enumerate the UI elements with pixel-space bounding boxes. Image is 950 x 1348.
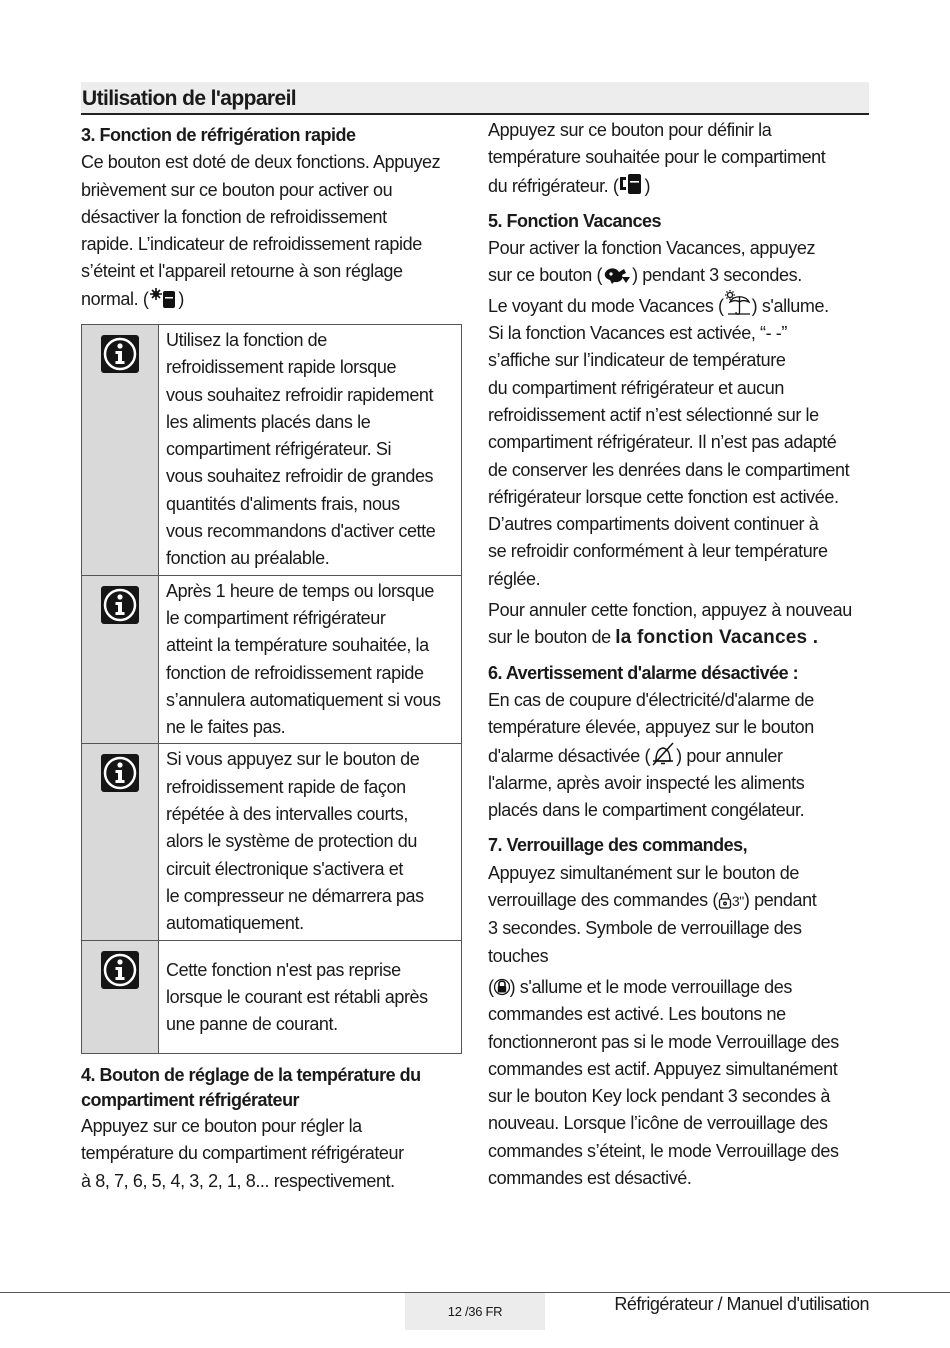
section-7-heading: 7. Verrouillage des commandes, (488, 835, 748, 856)
section-5-heading: 5. Fonction Vacances (488, 210, 662, 231)
info-icon (101, 335, 139, 373)
footer-title: Réfrigérateur / Manuel d'utilisation (614, 1294, 869, 1314)
info-icon (101, 586, 139, 624)
page-number: 12 /36 FR (405, 1293, 545, 1330)
section-4-cont-line: Appuyez sur ce bouton pour définir la (488, 120, 772, 140)
key-lock-icon-label: 3" (731, 893, 744, 910)
section-5-line: s’affiche sur l’indicateur de température (488, 350, 786, 371)
spacer (488, 200, 873, 208)
section-7-line: commandes s’éteint, le mode Verrouillage des (488, 1140, 839, 1161)
note-row (82, 325, 462, 576)
cont-last-prefix: du réfrigérateur. ( (488, 175, 619, 196)
note-line: circuit électronique s'activera et (166, 858, 403, 879)
note-line: lorsque le courant est rétabli après (166, 986, 428, 1007)
section-5-line: réfrigérateur lorsque cette fonction est activée. (488, 486, 839, 507)
note-line: fonction au préalable. (166, 548, 330, 569)
s5-cancel-prefix: sur le bouton de (488, 627, 616, 648)
left-column (81, 122, 461, 313)
note-icon-cell (82, 575, 159, 744)
section-3-last-prefix: normal. ( (81, 288, 149, 309)
section-6-heading: 6. Avertissement d'alarme désactivée : (488, 662, 799, 683)
s7-line5-suffix: ) s'allume et le mode verrouillage des (509, 976, 792, 997)
note-row (82, 575, 462, 744)
s6-line3-prefix: d'alarme désactivée ( (488, 745, 651, 766)
s5-cancel-bold: la fonction Vacances . (615, 627, 819, 649)
note-line: les aliments placés dans le (166, 411, 371, 432)
note-text (159, 940, 462, 1053)
note-icon-cell (82, 940, 159, 1053)
note-line: le compresseur ne démarrera pas (166, 885, 424, 906)
section-3-line: brièvement sur ce bouton pour activer ou (81, 179, 393, 200)
key-lock-icon (718, 890, 732, 910)
section-4-heading: compartiment réfrigérateur (81, 1090, 300, 1110)
section-header (81, 82, 869, 115)
note-line: vous recommandons d'activer cette (166, 521, 436, 542)
s7-line2-prefix: verrouillage des commandes ( (488, 890, 718, 911)
section-6-line: température élevée, appuyez sur le bouton (488, 717, 814, 738)
s7-line2-suffix: ) pendant (743, 890, 817, 911)
section-4-heading: 4. Bouton de réglage de la température du (81, 1065, 421, 1085)
section-6-line: placés dans le compartiment congélateur. (488, 800, 805, 821)
section-7-line: commandes est actif. Appuyez simultanément (488, 1058, 838, 1079)
right-column (488, 117, 873, 1192)
note-line: ne le faites pas. (166, 717, 286, 738)
page-title: Utilisation de l'appareil (82, 87, 297, 110)
note-line: refroidissement rapide lorsque (166, 357, 397, 378)
info-icon (101, 754, 139, 792)
note-line: automatiquement. (166, 913, 304, 934)
section-4-line: Appuyez sur ce bouton pour régler la (81, 1116, 362, 1136)
s5-line2-prefix: sur ce bouton ( (488, 265, 603, 286)
section-5-line: se refroidir conformément à leur température (488, 541, 828, 562)
section-7-line (488, 887, 873, 915)
section-3-line: désactiver la fonction de refroidissement (81, 206, 387, 227)
lock-symbol-icon (494, 977, 510, 997)
section-5-line (488, 290, 873, 320)
section-3-heading: 3. Fonction de réfrigération rapide (81, 125, 356, 145)
s6-line3-suffix: ) pour annuler (676, 745, 783, 766)
section-5-line (488, 262, 873, 289)
note-line: compartiment réfrigérateur. Si (166, 439, 392, 460)
section-5-cancel-line (488, 624, 873, 651)
section-5-cancel-line: Pour annuler cette fonction, appuyez à nouveau (488, 600, 852, 621)
section-6-line: En cas de coupure d'électricité/d'alarme de (488, 689, 814, 710)
section-6-line (488, 742, 873, 770)
section-3-line: rapide. L’indicateur de refroidissement rapide (81, 234, 422, 255)
section-7-line: 3 secondes. Symbole de verrouillage des (488, 918, 802, 939)
note-line: alors le système de protection du (166, 831, 417, 852)
section-7-line: Appuyez simultanément sur le bouton de (488, 862, 799, 883)
section-3-last-suffix: ) (178, 288, 185, 309)
note-line: répétée à des intervalles courts, (166, 804, 408, 825)
section-7-line: commandes est activé. Les boutons ne (488, 1004, 786, 1025)
note-line: une panne de courant. (166, 1014, 338, 1035)
note-row (82, 744, 462, 940)
note-line: Utilisez la fonction de (166, 330, 327, 350)
section-5-line: de conserver les denrées dans le compartiment (488, 459, 850, 480)
section-5-line: réglée. (488, 568, 541, 589)
spacer (488, 652, 873, 660)
section-4-line: à 8, 7, 6, 5, 4, 3, 2, 1, 8... respectivement. (81, 1170, 395, 1191)
note-line: fonction de refroidissement rapide (166, 662, 424, 683)
section-4-cont-line: température souhaitée pour le compartiment (488, 147, 826, 168)
note-line: s’annulera automatiquement si vous (166, 689, 441, 710)
notes-table (81, 324, 462, 1054)
cont-last-suffix: ) (644, 175, 651, 196)
section-7-line: fonctionneront pas si le mode Verrouillage des (488, 1031, 839, 1052)
note-line: atteint la température souhaitée, la (166, 635, 429, 656)
vacation-light-icon (724, 290, 752, 316)
section-4 (81, 1063, 466, 1195)
alarm-off-icon (650, 742, 676, 766)
section-5-line: D’autres compartiments doivent continuer à (488, 514, 819, 535)
note-line: vous souhaitez refroidir rapidement (166, 384, 434, 405)
section-5-line: refroidissement actif n’est sélectionné sur le (488, 404, 819, 425)
note-line: vous souhaitez refroidir de grandes (166, 466, 434, 487)
section-7-line: touches (488, 945, 549, 966)
note-line: refroidissement rapide de façon (166, 776, 406, 797)
section-5-line: Pour activer la fonction Vacances, appuyez (488, 238, 816, 259)
section-7-line: commandes est désactivé. (488, 1167, 692, 1188)
note-text (159, 744, 462, 940)
section-4-line: température du compartiment réfrigérateur (81, 1143, 404, 1164)
section-3-line: Ce bouton est doté de deux fonctions. Appuyez (81, 152, 441, 173)
section-3-line-last (81, 286, 461, 313)
note-text (159, 575, 462, 744)
spacer (488, 824, 873, 832)
section-5-line: du compartiment réfrigérateur et aucun (488, 377, 784, 398)
section-5-line: Si la fonction Vacances est activée, “- -” (488, 323, 788, 344)
section-3-line: s’éteint et l'appareil retourne à son réglage (81, 261, 403, 282)
vacation-button-icon (602, 265, 632, 285)
section-6-line: l'alarme, après avoir inspecté les aliments (488, 772, 805, 793)
section-7-line: sur le bouton Key lock pendant 3 secondes à (488, 1086, 831, 1107)
s5-line3-suffix: ) s'allume. (751, 295, 829, 316)
s5-line3-prefix: Le voyant du mode Vacances ( (488, 295, 724, 316)
note-icon-cell (82, 325, 159, 576)
section-7-line: nouveau. Lorsque l’icône de verrouillage des (488, 1113, 828, 1134)
note-text (159, 325, 462, 576)
note-line: quantités d'aliments frais, nous (166, 493, 400, 514)
s7-line5-prefix: ( (488, 976, 494, 997)
section-7-line (488, 974, 873, 1001)
info-icon (101, 951, 139, 989)
fridge-temp-icon (618, 172, 644, 196)
note-line: Si vous appuyez sur le bouton de (166, 749, 420, 770)
s5-line2-suffix: ) pendant 3 secondes. (632, 265, 802, 286)
note-line: le compartiment réfrigérateur (166, 607, 386, 628)
note-row (82, 940, 462, 1053)
section-5-line: compartiment réfrigérateur. Il n’est pas adapté (488, 432, 837, 453)
note-line: Après 1 heure de temps ou lorsque (166, 580, 434, 601)
note-icon-cell (82, 744, 159, 940)
note-line: Cette fonction n'est pas reprise (166, 959, 401, 980)
fast-cool-icon (148, 287, 178, 309)
section-4-cont-line-last (488, 172, 873, 200)
